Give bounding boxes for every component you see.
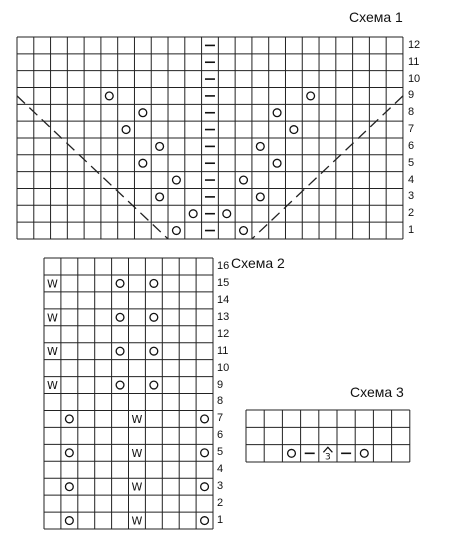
svg-text:W: W bbox=[131, 514, 143, 528]
yarn-over-symbol bbox=[150, 381, 158, 389]
W-symbol bbox=[47, 379, 58, 392]
row-number: 7 bbox=[407, 123, 415, 136]
yarn-over-symbol bbox=[173, 227, 181, 235]
chart-3-title: Схема 3 bbox=[350, 384, 404, 400]
svg-text:W: W bbox=[47, 277, 58, 291]
yarn-over-symbol bbox=[139, 159, 147, 167]
yarn-over-symbol bbox=[150, 347, 158, 355]
yarn-over-symbol bbox=[240, 227, 248, 235]
row-number: 4 bbox=[217, 463, 224, 476]
W-symbol bbox=[47, 277, 58, 290]
row-number: 5 bbox=[217, 446, 224, 459]
chart-2-grid bbox=[44, 258, 230, 530]
chart-3-grid bbox=[246, 410, 410, 462]
W-symbol bbox=[47, 345, 58, 358]
row-number: 6 bbox=[407, 139, 415, 152]
row-number: 3 bbox=[217, 480, 224, 493]
row-number: 8 bbox=[217, 395, 224, 408]
chart-2-title: Схема 2 bbox=[231, 255, 285, 271]
row-number: 2 bbox=[217, 497, 224, 510]
W-symbol bbox=[132, 515, 143, 528]
svg-text:W: W bbox=[131, 446, 143, 460]
grid-lines bbox=[17, 37, 403, 239]
W-symbol bbox=[132, 413, 143, 426]
yarn-over-symbol bbox=[173, 176, 181, 184]
row-number: 1 bbox=[407, 224, 415, 237]
svg-text:W: W bbox=[47, 345, 58, 359]
yarn-over-symbol bbox=[360, 449, 368, 457]
yarn-over-symbol bbox=[116, 347, 124, 355]
yarn-over-symbol bbox=[156, 142, 164, 150]
yarn-over-symbol bbox=[201, 483, 209, 491]
yarn-over-symbol bbox=[139, 109, 147, 117]
yarn-over-symbol bbox=[256, 142, 264, 150]
row-number: 2 bbox=[407, 207, 415, 220]
row-number: 7 bbox=[217, 412, 224, 425]
row-number: 1 bbox=[217, 514, 224, 527]
row-number: 14 bbox=[217, 293, 230, 306]
svg-text:W: W bbox=[47, 379, 58, 393]
svg-text:W: W bbox=[131, 480, 143, 494]
yarn-over-symbol bbox=[65, 483, 73, 491]
row-number: 9 bbox=[217, 378, 224, 391]
W-symbol bbox=[47, 311, 58, 324]
yarn-over-symbol bbox=[201, 449, 209, 457]
row-number: 15 bbox=[217, 276, 230, 289]
grid-svg bbox=[17, 37, 405, 241]
dashed-guide-line bbox=[17, 96, 168, 239]
W-symbol bbox=[132, 447, 143, 460]
yarn-over-symbol bbox=[307, 92, 315, 100]
row-number: 3 bbox=[407, 190, 415, 203]
yarn-over-symbol bbox=[201, 517, 209, 525]
yarn-over-symbol bbox=[273, 159, 281, 167]
yarn-over-symbol bbox=[290, 126, 298, 134]
yarn-over-symbol bbox=[189, 210, 197, 218]
yarn-over-symbol bbox=[105, 92, 113, 100]
grid-svg bbox=[246, 410, 412, 464]
row-number: 12 bbox=[407, 38, 421, 51]
row-number: 16 bbox=[217, 259, 230, 272]
yarn-over-symbol bbox=[240, 176, 248, 184]
row-number: 10 bbox=[217, 361, 230, 374]
row-number: 13 bbox=[217, 310, 230, 323]
yarn-over-symbol bbox=[256, 193, 264, 201]
chart-1-grid bbox=[17, 37, 421, 239]
yarn-over-symbol bbox=[288, 449, 296, 457]
row-number: 8 bbox=[407, 106, 415, 119]
grid-lines bbox=[44, 258, 213, 529]
row-number: 4 bbox=[407, 173, 415, 186]
yarn-over-symbol bbox=[156, 193, 164, 201]
yarn-over-symbol bbox=[65, 449, 73, 457]
row-number: 9 bbox=[407, 89, 415, 102]
yarn-over-symbol bbox=[150, 313, 158, 321]
row-number: 11 bbox=[407, 55, 420, 68]
row-number: 6 bbox=[217, 429, 224, 442]
svg-text:W: W bbox=[131, 412, 143, 426]
yarn-over-symbol bbox=[116, 313, 124, 321]
svg-text:3: 3 bbox=[325, 452, 331, 463]
dashed-guide-line bbox=[252, 96, 403, 239]
W-symbol bbox=[132, 481, 143, 494]
svg-text:W: W bbox=[47, 311, 58, 325]
yarn-over-symbol bbox=[116, 381, 124, 389]
yarn-over-symbol bbox=[65, 517, 73, 525]
yarn-over-symbol bbox=[273, 109, 281, 117]
grid-svg bbox=[44, 258, 215, 531]
centered-decrease-3-symbol bbox=[323, 447, 332, 462]
row-number: 12 bbox=[217, 327, 230, 340]
row-number: 11 bbox=[217, 344, 229, 357]
row-number: 5 bbox=[407, 156, 415, 169]
yarn-over-symbol bbox=[223, 210, 231, 218]
row-number: 10 bbox=[407, 72, 421, 85]
yarn-over-symbol bbox=[201, 415, 209, 423]
yarn-over-symbol bbox=[150, 280, 158, 288]
yarn-over-symbol bbox=[116, 280, 124, 288]
chart-1-title: Схема 1 bbox=[349, 9, 403, 25]
yarn-over-symbol bbox=[122, 126, 130, 134]
yarn-over-symbol bbox=[65, 415, 73, 423]
